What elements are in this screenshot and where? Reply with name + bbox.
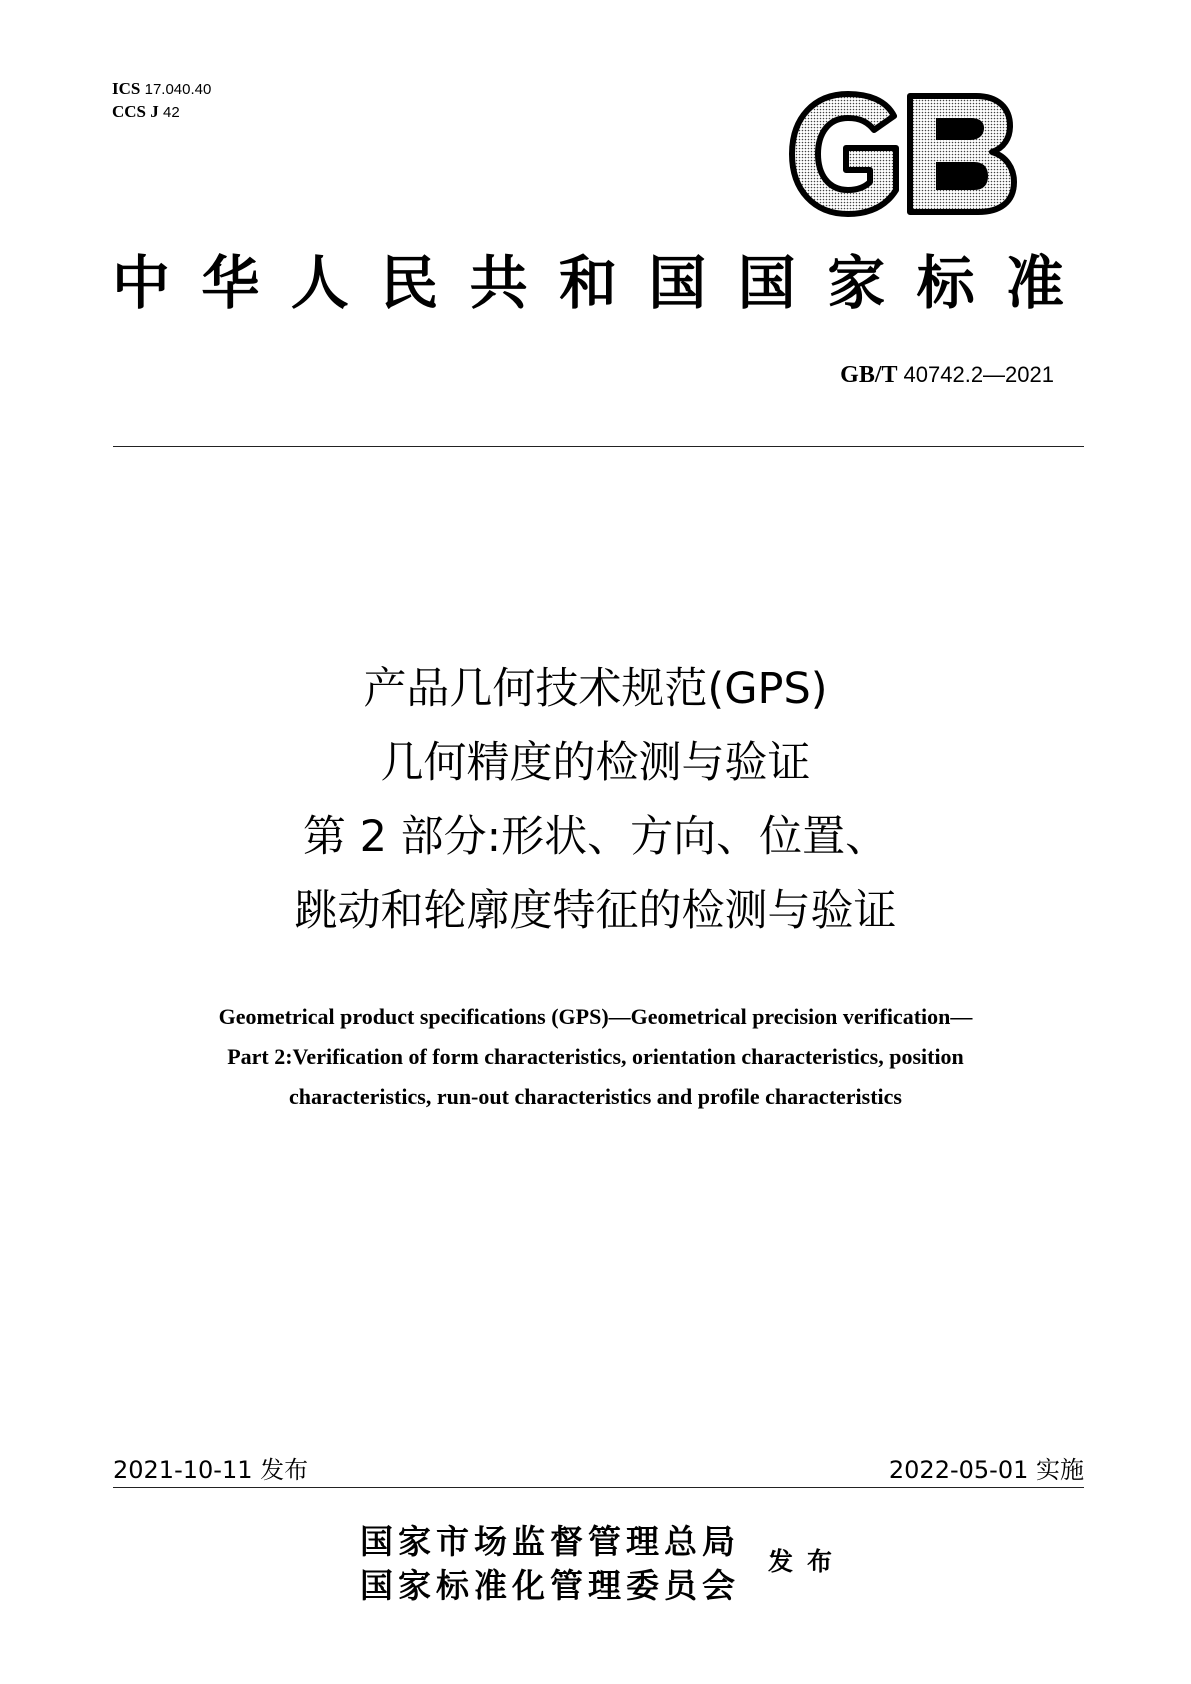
gb-logo	[786, 90, 1018, 218]
implementation-date: 2022-05-01 实施	[888, 1456, 1084, 1484]
national-standard-title: 中华人民共和国国家标准	[112, 249, 1084, 317]
ics-label: ICS	[112, 79, 141, 98]
bottom-divider	[113, 1487, 1084, 1488]
ccs-line	[112, 101, 211, 124]
top-divider	[113, 446, 1084, 447]
english-title-line-1: Geometrical product specifications (GPS)—Geometrical precision verification—	[218, 1004, 973, 1029]
issue-label: 发布	[768, 1547, 847, 1576]
ics-code: 17.040.40	[144, 81, 212, 98]
classification-codes	[112, 78, 211, 124]
standard-prefix: GB/T	[840, 362, 898, 388]
standard-number-value: 40742.2—2021	[903, 362, 1054, 387]
standard-number	[840, 362, 1054, 389]
ccs-letter: J	[150, 102, 159, 121]
ics-line	[112, 78, 211, 101]
issuer-sac: 国家标准化管理委员会	[360, 1566, 740, 1605]
chinese-title	[0, 652, 1191, 948]
ccs-code: 42	[163, 104, 180, 121]
english-title	[100, 997, 1091, 1117]
chinese-title-line-4: 跳动和轮廓度特征的检测与验证	[294, 886, 897, 936]
chinese-title-line-2: 几何精度的检测与验证	[380, 738, 811, 788]
chinese-title-line-1: 产品几何技术规范(GPS)	[363, 664, 828, 714]
release-date: 2021-10-11 发布	[113, 1456, 309, 1484]
english-title-line-3: characteristics, run-out characteristics and profile characteristics	[289, 1084, 902, 1109]
ccs-label: CCS	[112, 102, 147, 121]
issuing-authorities	[360, 1520, 740, 1608]
issuer-samr: 国家市场监督管理总局	[360, 1522, 740, 1561]
english-title-line-2: Part 2:Verification of form characteristics, orientation characteristics, position	[227, 1044, 964, 1069]
chinese-title-line-3: 第 2 部分:形状、方向、位置、	[302, 812, 889, 862]
